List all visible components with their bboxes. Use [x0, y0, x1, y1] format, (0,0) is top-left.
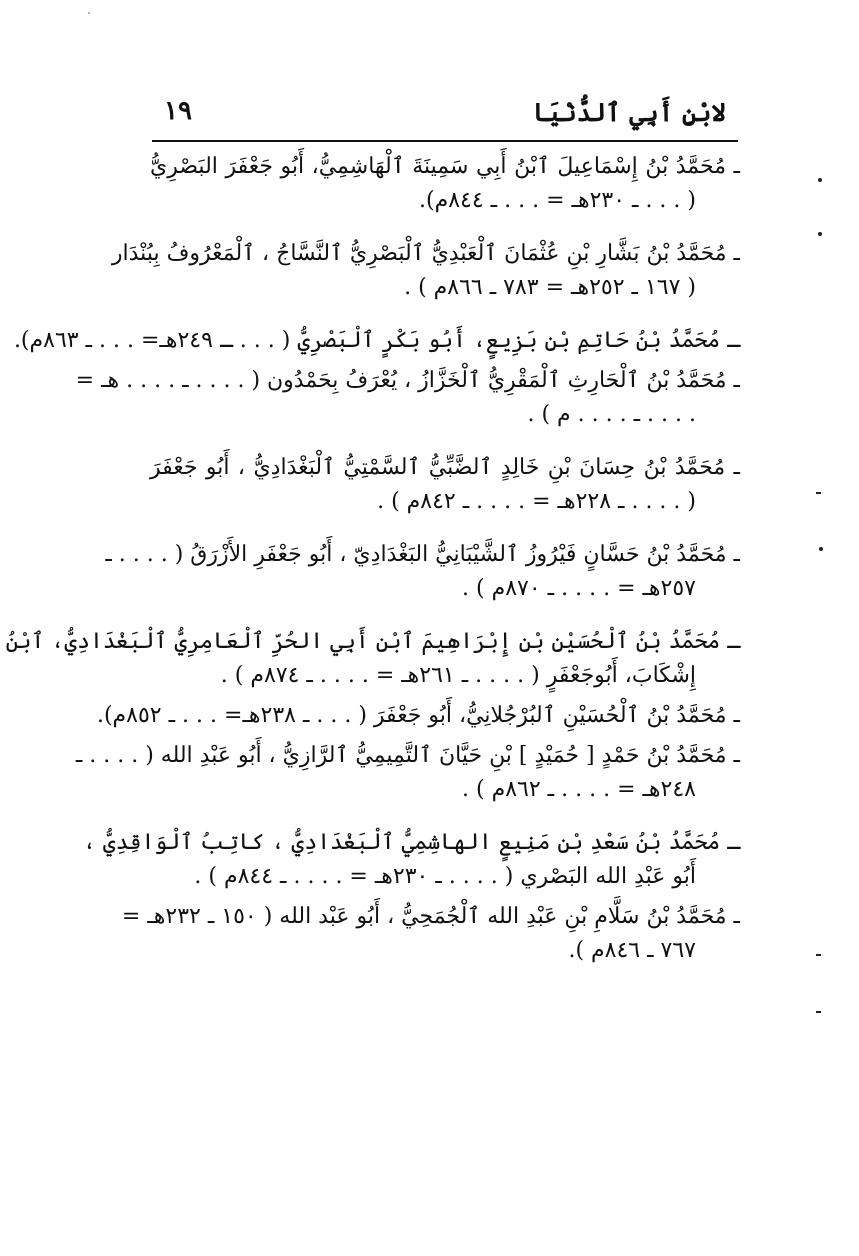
page-number: ١٩: [164, 96, 192, 126]
entry-line: ـ مُحَمَّدُ بْنُ حَاتِمِ بْنِ بَزِيعٍ، أَبُو بَكْرٍ ٱلْبَصْرِيُّ ( . . . ـ ٢٤٩هـ= . . . ـ ٨٦٣م).: [13, 328, 740, 353]
entry-line: ـ مُحَمَّدُ بْنُ بَشَّارِ بْنِ عُثْمَانَ ٱلْعَبْدِيُّ ٱلْبَصْرِيُّ ٱلنَّسَّاجُ ، ٱلْمَعْرُوفُ بِبُنْدَار: [111, 241, 740, 266]
margin-mark: [88, 12, 90, 14]
entry-line: ـ مُحَمَّدُ بْنُ إِسْمَاعِيلَ ٱبْنُ أَبِي سَمِينَةَ ٱلْهَاشِمِيُّ، أَبُو جَعْفَرَ البَصْرِيُّ: [150, 154, 740, 179]
header-rule: [152, 140, 738, 142]
entry-line: ـ مُحَمَّدُ بْنُ حِسَانَ بْنِ خَالِدٍ ٱلضَّبِّيُّ ٱلسَّمْتِيُّ ٱلْبَغْدَادِيُّ ، أَبُو جَعْفَرَ: [150, 455, 740, 480]
list-item: [13, 324, 740, 358]
entry-line: ـ مُحَمَّدُ بْنُ حَسَّانٍ فَيْرُوزُ ٱلشَّيْبَانِيُّ البَغْدَادِيّ ، أَبُو جَعْفَرِ الأَزْرَقُ ( . . . . ـ: [105, 542, 740, 567]
list-item: [96, 699, 740, 733]
entry-line: ( . . . ـ ٢٣٠هـ = . . . ـ ٨٤٤م).: [419, 188, 696, 213]
entry-line: ـ مُحَمَّدُ بْنُ ٱلْحُسَيْنِ ٱلبُرْجُلانِيُّ، أَبُو جَعْفَرَ ( . . . ـ ٢٣٨هـ= . . . ـ ٨٥٢م).: [96, 703, 740, 728]
list-item: [82, 826, 740, 894]
list-item: [5, 625, 740, 693]
entry-line: ( ١٦٧ ـ ٢٥٢هـ = ٧٨٣ ـ ٨٦٦م ) .: [404, 275, 696, 300]
entry-line: ( . . . . ـ ٢٢٨هـ = . . . . ـ ٨٤٢م ) .: [377, 489, 696, 514]
entry-line: ٢٥٧هـ = . . . . ـ ٨٧٠م ) .: [462, 576, 696, 601]
entry-line: أَبُو عَبْدِ الله البَصْري ( . . . . ـ ٢٣٠هـ = . . . . ـ ٨٤٤م ) .: [194, 864, 696, 889]
entry-line: ـ مُحَمَّدُ بْنُ حَمْدٍ [ حُمَيْدٍ ] بْنِ حَيَّانَ ٱلتَّمِيمِيُّ ٱلرَّازِيُّ ، أَبُو عَبْدِ الله ( . . . . ـ: [75, 743, 740, 768]
entry-line: إِشْكَابَ، أَبُوجَعْفَرٍ ( . . . . ـ ٢٦١هـ = . . . . ـ ٨٧٤م ) .: [220, 663, 696, 688]
list-item: [75, 364, 740, 432]
list-item: [150, 150, 740, 218]
entry-line: ـ مُحَمَّدُ بْنُ سَلَّامِ بْنِ عَبْدِ الله ٱلْجُمَحِيُّ ، أَبُو عَبْد الله ( ١٥٠ ـ ٢٣٢هـ =: [121, 904, 740, 929]
margin-mark: [816, 492, 821, 494]
list-item: [105, 538, 740, 606]
entry-line: ٢٤٨هـ = . . . . ـ ٨٦٢م ) .: [462, 777, 696, 802]
margin-mark: [819, 547, 823, 551]
entry-line: . . . . ـ . . . . م ) .: [527, 402, 696, 427]
margin-mark: [816, 954, 821, 956]
running-header: [150, 92, 740, 136]
margin-mark: [818, 178, 822, 182]
entry-line: ـ مُحَمَّدُ بْنُ سَعْدِ بْنِ مَنِيعٍ الهاشِمِيُّ ٱلْبَغْدَادِيُّ ، كاتِبُ ٱلْوَاقِدِيُّ ،: [82, 830, 740, 855]
entry-line: ـ مُحَمَّدُ بْنُ ٱلْحُسَيْنِ بْنِ إِبْرَاهِيمَ ٱبْنِ أَبِي الحُرِّ ٱلْعَامِرِيُّ ٱلْبَغْدَادِيُّ، ٱبْنُ: [5, 629, 740, 654]
entry-line: ٧٦٧ ـ ٨٤٦م ).: [568, 938, 696, 963]
list-item: [121, 900, 740, 968]
running-title: لابْنِ أَبِي ٱلدُّنْيَا: [532, 98, 726, 127]
list-item: [150, 451, 740, 519]
entry-line: ـ مُحَمَّدُ بْنُ ٱلْحَارِثِ ٱلْمَقْرِيُّ ٱلْخَزَّازُ ، يُعْرَفُ بِحَمْدُون ( . . . . ـ . . . . هـ =: [75, 368, 740, 393]
list-item: [75, 739, 740, 807]
biography-list: [5, 150, 740, 968]
margin-mark: [816, 1011, 821, 1013]
margin-mark: [818, 232, 822, 236]
list-item: [111, 237, 740, 305]
